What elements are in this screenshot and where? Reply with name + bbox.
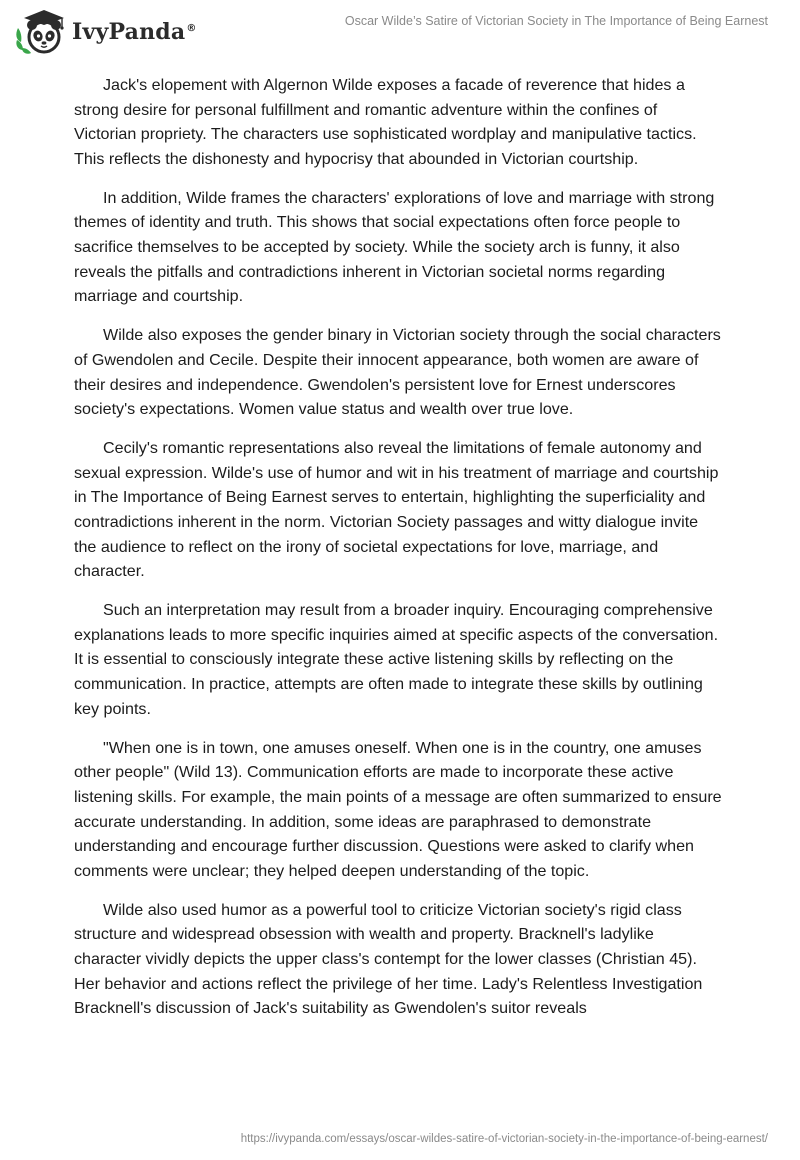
document-title: Oscar Wilde’s Satire of Victorian Society in The Importance of Being Earnest (344, 14, 768, 28)
paragraph: Such an interpretation may result from a broader inquiry. Encouraging comprehensive explanations leads to more specific inquiries aimed at specific aspects of the conversation. It is essential to consciously integrate these active listening skills by reflecting on the communication. In practice, attempts are often made to integrate these skills by outlining key points. (74, 601, 719, 718)
panda-graduation-cap-icon (14, 8, 70, 56)
paragraph: Wilde also exposes the gender binary in Victorian society through the social characters of Gwendolen and Cecile. Despite their innocent appearance, both women are aware of their desires and independence. Gwendolen's persistent love for Ernest underscores society's expectations. Women value status and wealth over true love. (74, 326, 721, 419)
brand-name (72, 19, 197, 45)
paragraph: Cecily's romantic representations also reveal the limitations of female autonomy and sexual expression. Wilde's use of humor and wit in his treatment of marriage and courtship in The Importance of Being Earnest serves to entertain, highlighting the superficiality and contradictions inherent in the norm. Victorian Society passages and witty dialogue invite the audience to reflect on the irony of societal expectations for love, marriage, and character. (74, 439, 719, 581)
ivypanda-logo[interactable] (14, 8, 197, 56)
page-header (0, 0, 800, 60)
paragraph: In addition, Wilde frames the characters' explorations of love and marriage with strong themes of identity and truth. This shows that social expectations often force people to sacrifice themselves to be accepted by society. While the society arch is funny, it also reveals the pitfalls and contradictions inherent in Victorian societal norms regarding marriage and courtship. (74, 188, 715, 306)
paragraph: Wilde also used humor as a powerful tool to criticize Victorian society's rigid class structure and widespread obsession with wealth and property. Bracknell's ladylike character vividly depicts the upper class's contempt for the lower classes (Christian 45). Her behavior and actions reflect the privilege of her time. Lady's Relentless Investigation Bracknell's discussion of Jack's suitability as Gwendolen's suitor reveals (74, 900, 703, 1018)
paragraph: Jack's elopement with Algernon Wilde exposes a facade of reverence that hides a strong desire for personal fulfillment and romantic adventure within the confines of Victorian propriety. The characters use sophisticated wordplay and manipulative tactics. This reflects the dishonesty and hypocrisy that abounded in Victorian courtship. (74, 76, 697, 168)
registered-mark: ® (186, 22, 197, 34)
footer-source-url[interactable]: https://ivypanda.com/essays/oscar-wildes-satire-of-victorian-society-in-the-importance-of-being-earnest/ (240, 1133, 768, 1145)
essay-body (74, 73, 724, 1035)
brand-name-text: IvyPanda (72, 19, 186, 45)
paragraph: "When one is in town, one amuses oneself. When one is in the country, one amuses other people" (Wild 13). Communication efforts are made to incorporate these active listening skills. For example, the main points of a message are often summarized to ensure accurate understanding. In addition, some ideas are paraphrased to demonstrate understanding and encourage further discussion. Questions were asked to clarify when comments were unclear; they helped deepen understanding of the topic. (74, 738, 722, 880)
